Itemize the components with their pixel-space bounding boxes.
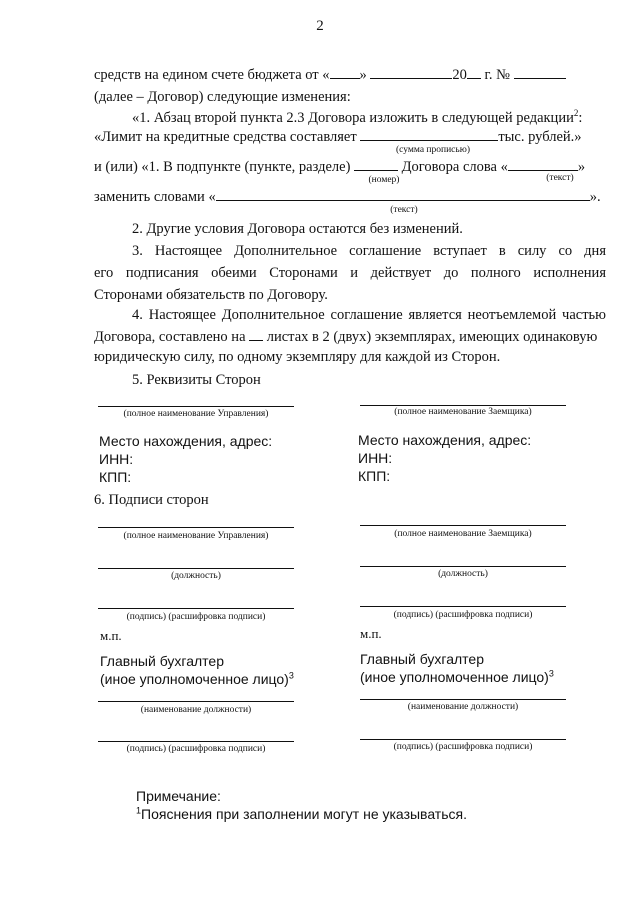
left-name-caption: (полное наименование Управления) [123,409,269,419]
footnote-ref-3-right: 3 [548,668,554,679]
note-text-content: Пояснения при заполнении могут не указываться. [141,806,467,822]
caption-sum: (сумма прописью) [396,145,470,155]
right-name-line [360,405,566,406]
right-position-name-line [360,699,566,700]
note-text [136,805,467,823]
right-address-label: Место нахождения, адрес: [358,432,532,448]
left-other-person [100,670,294,688]
left-address-label: Место нахождения, адрес: [99,433,273,449]
page-number: 2 [316,18,324,34]
item1-line-1 [132,109,582,127]
subclause-text: и (или) «1. В подпункте (пункте, разделе) [94,159,351,175]
footnote-1-marker: 1 [136,805,142,816]
left-kpp-label: КПП: [99,469,132,485]
year-prefix: 20 [452,67,467,83]
sig-right-name-caption: (полное наименование Заемщика) [394,529,532,539]
caption-number: (номер) [368,175,400,185]
item4-line-1: 4. Настоящее Дополнительное соглашение является неотъемлемой частью [132,307,606,323]
left-stamp: м.п. [100,628,122,643]
note-title: Примечание: [136,788,221,804]
intro-line-1 [94,65,566,84]
year-blank [467,65,481,79]
item2: 2. Другие условия Договора остаются без изменений. [132,221,463,237]
words-blank [508,157,578,171]
intro-line-2: (далее – Договор) следующие изменения: [94,89,351,105]
left-name-line [98,406,294,407]
intro-text-a: средств на едином счете бюджета от « [94,67,330,83]
left-other-person-text: (иное уполномоченное лицо) [100,671,289,687]
right-position-name-caption: (наименование должности) [407,702,519,712]
item5-heading: 5. Реквизиты Сторон [132,372,261,388]
item4-line-2-b: листах в 2 (двух) экземплярах, имеющих одинаковую [266,329,598,345]
sig-left-position-caption: (должность) [171,571,221,581]
sheets-blank [249,327,263,341]
left-chief-accountant: Главный бухгалтер [100,653,224,669]
caption-text-1: (текст) [546,173,574,183]
sum-blank [360,127,498,141]
subclause-number-blank [354,157,398,171]
item6-heading: 6. Подписи сторон [94,492,209,508]
caption-text-2: (текст) [390,205,418,215]
limit-text: «Лимит на кредитные средства составляет [94,129,357,145]
replace-close: ». [589,189,601,205]
replace-text: заменить словами « [94,189,216,205]
month-blank [370,65,452,79]
sig-left-position-line [98,568,294,569]
number-blank [514,65,566,79]
left-chief-signature-caption: (подпись) (расшифровка подписи) [126,744,266,754]
item1-line-4 [94,187,601,206]
sig-right-position-caption: (должность) [438,569,488,579]
left-inn-label: ИНН: [99,451,134,467]
sig-left-name-line [98,527,294,528]
left-position-name-caption: (наименование должности) [140,705,252,715]
words-text: Договора слова « [401,159,508,175]
sig-left-signature-line [98,608,294,609]
item4-line-3: юридическую силу, по одному экземпляру для каждой из Сторон. [94,349,501,365]
left-position-name-line [98,701,294,702]
item1-line-1-text: «1. Абзац второй пункта 2.3 Договора изложить в следующей редакции [132,110,574,126]
right-stamp: м.п. [360,626,382,641]
item3-line-3: Сторонами обязательств по Договору. [94,287,328,303]
right-other-person [360,668,554,686]
limit-unit: тыс. рублей.» [498,129,582,145]
footnote-ref-2: 2 [573,108,579,119]
number-label: г. № [484,67,510,83]
sig-right-signature-caption: (подпись) (расшифровка подписи) [393,610,533,620]
right-chief-signature-line [360,739,566,740]
item1-line-2 [94,127,582,146]
item3-line-2: его подписания обеими Сторонами и действует до полного исполнения [94,265,606,281]
right-other-person-text: (иное уполномоченное лицо) [360,669,549,685]
right-name-caption: (полное наименование Заемщика) [394,407,532,417]
sig-right-position-line [360,566,566,567]
words-close: » [577,159,586,175]
left-chief-signature-line [98,741,294,742]
item1-line-1-end: : [578,110,583,126]
footnote-ref-3-left: 3 [288,670,294,681]
sig-left-signature-caption: (подпись) (расшифровка подписи) [126,612,266,622]
item3-line-1: 3. Настоящее Дополнительное соглашение вступает в силу со дня [132,243,606,259]
sig-right-signature-line [360,606,566,607]
right-kpp-label: КПП: [358,468,391,484]
right-chief-signature-caption: (подпись) (расшифровка подписи) [393,742,533,752]
right-inn-label: ИНН: [358,450,393,466]
day-blank [330,65,360,79]
item1-line-3 [94,157,585,176]
sig-right-name-line [360,525,566,526]
sig-left-name-caption: (полное наименование Управления) [123,531,269,541]
item4-line-2 [94,327,597,346]
right-chief-accountant: Главный бухгалтер [360,651,484,667]
intro-text-b: » [359,67,367,83]
replace-blank [216,187,590,201]
item4-line-2-a: Договора, составлено на [94,329,246,345]
